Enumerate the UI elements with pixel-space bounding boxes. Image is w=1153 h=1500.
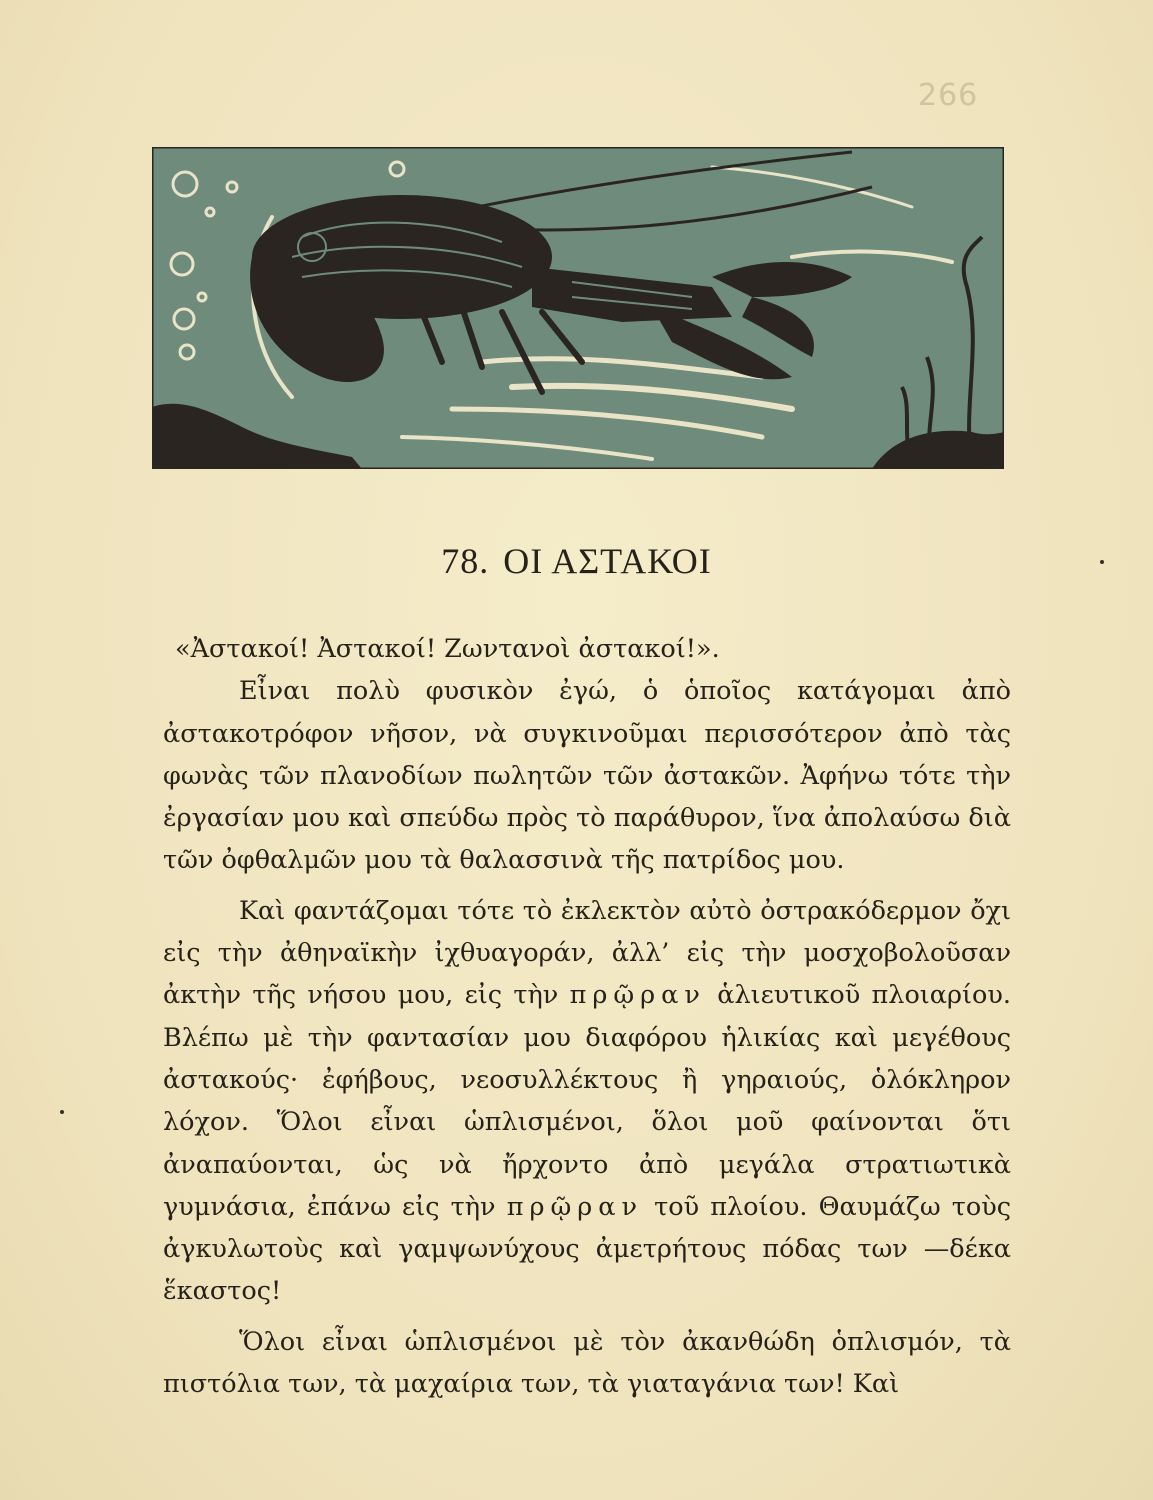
paper-speck — [1100, 560, 1104, 564]
lobster-illustration — [152, 147, 1004, 469]
paragraph-1: «Ἀστακοί! Ἀστακοί! Ζωντανοὶ ἀστακοί!». — [175, 634, 720, 664]
chapter-number: 78. — [441, 541, 490, 581]
bleed-through-page-number: 266 — [918, 78, 979, 113]
paragraph-3 — [163, 890, 1011, 1313]
body-text — [163, 628, 1011, 1405]
paragraph-4: Ὅλοι εἶναι ὡπλισμένοι μὲ τὸν ἀκανθώδη ὁπλισμόν, τὰ πιστόλια των, τὰ μαχαίρια των, τὰ γιαταγάνια των! Καὶ — [163, 1326, 1011, 1400]
paper-speck — [60, 1110, 64, 1114]
paragraph-2: Εἶναι πολὺ φυσικὸν ἐγώ, ὁ ὁποῖος κατάγομαι ἀπὸ ἀστακοτρόφον νῆσον, νὰ συγκινοῦμαι περισσότερον ἀπὸ τὰς φωνὰς τῶν πλανοδίων πωλητῶν τῶν ἀστακῶν. Ἀφήνω τότε τὴν ἐργασίαν μου καὶ σπεύδω πρὸς τὸ παράθυρον, ἵνα ἀπολαύσω διὰ τῶν ὀφθαλμῶν μου τὰ θαλασσινὰ τῆς πατρίδος μου. — [163, 676, 1011, 876]
paragraph-3-part-c: τοῦ πλοίου. Θαυμάζω τοὺς ἀγκυλωτοὺς καὶ γαμψωνύχους ἀμετρήτους πόδας των —δέκα ἕκαστος! — [163, 1191, 1012, 1307]
paragraph-3-part-b: ἁλιευτικοῦ πλοιαρίου. Βλέπω μὲ τὴν φαντασίαν μου διαφόρου ἡλικίας καὶ μεγέθους ἀστακούς· ἐφήβους, νεοσυλλέκτους ἢ γηραιούς, ὁλόκληρον λόχον. Ὅλοι εἶναι ὡπλισμένοι, ὅλοι μοῦ φαίνονται ὅτι ἀναπαύονται, ὡς νὰ ἤρχοντο ἀπὸ μεγάλα στρατιωτικὰ γυμνάσια, ἐπάνω εἰς τὴν — [163, 980, 1011, 1222]
chapter-title — [0, 540, 1153, 582]
paragraph-3-part-a: Καὶ φαντάζομαι τότε τὸ ἐκλεκτὸν αὐτὸ ὀστρακόδερμον ὄχι εἰς τὴν ἀθηναϊκὴν ἰχθυαγοράν, ἀλλ’ εἰς τὴν μοσχοβολοῦσαν ἀκτὴν τῆς νήσου μου, εἰς τὴν — [163, 895, 1011, 1011]
paragraph-3-prora-2: πρῷραν — [506, 1191, 643, 1222]
lobster-woodcut-svg — [152, 147, 1004, 469]
paragraph-3-prora-1: πρῷραν — [569, 980, 706, 1011]
chapter-title-text: ΟΙ ΑΣΤΑΚΟΙ — [503, 541, 712, 581]
